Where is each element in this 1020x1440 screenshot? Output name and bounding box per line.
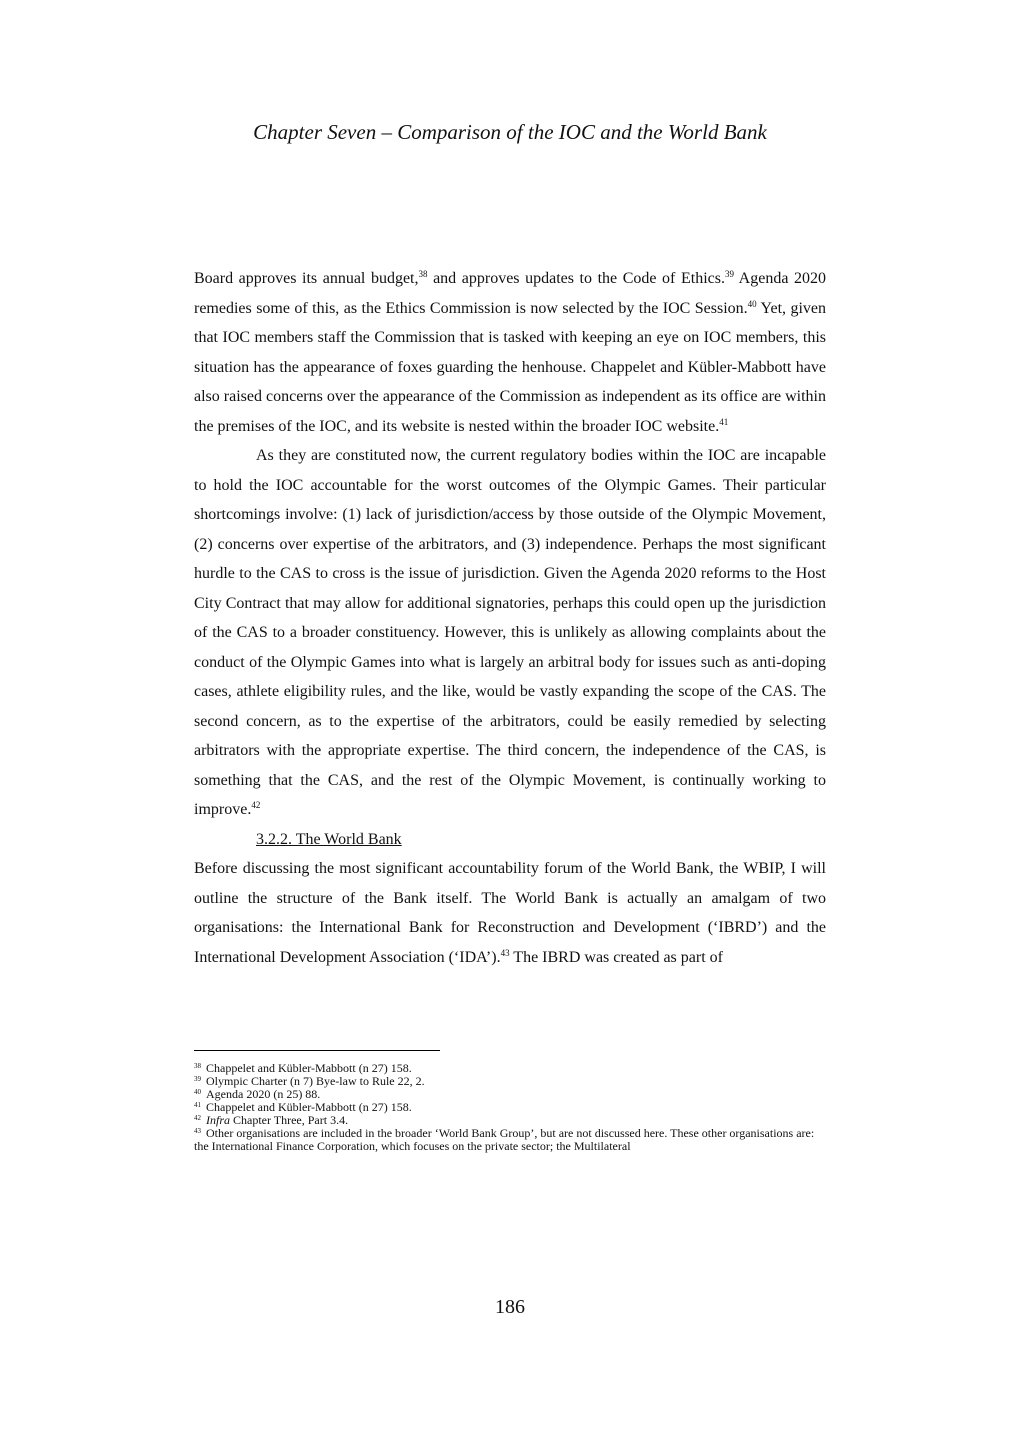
- page-number: 186: [495, 1296, 525, 1318]
- footnote-ref-41[interactable]: 41: [719, 416, 729, 427]
- footnote-separator: [194, 1050, 440, 1051]
- paragraph-3: Before discussing the most significant accountability forum of the World Bank, the WBIP, I will outline the structure of the Bank itself. The World Bank is actually an amalgam of two organisations: the International Bank for Reconstruction and Development (‘IBRD’) and the International Development Association (‘IDA’).$^{43}$ The IBRD was created as part of: [194, 860, 826, 966]
- footnote-ref-40[interactable]: 40: [747, 298, 757, 309]
- footnote-ref-42[interactable]: 42: [251, 800, 261, 810]
- footnote-ref-43[interactable]: 43: [500, 947, 510, 958]
- footnote-41: $^{41}$ Chappelet and Kübler-Mabbott (n 27) 158.: [194, 1100, 412, 1114]
- paragraph-1: Board approves its annual budget,$^{38}$ and approves updates to the Code of Ethics.$^{39}$ Agenda 2020 remedies some of this, as the Ethics Commission is now selected by the IOC Session.$^{40}$ Yet, given that IOC members staff the Commission that is tasked with keeping an eye on IOC members, this situation has the appearance of foxes guarding the henhouse. Chappelet and Kübler-Mabbott have also raised concerns over the appearance of the Commission as independent as its office are within the premises of the IOC, and its website is nested within the broader IOC website.$^{41}$: [194, 269, 827, 435]
- footnote-38: $^{38}$ Chappelet and Kübler-Mabbott (n 27) 158.: [194, 1061, 412, 1075]
- footnote-42: $^{42}$ Infra Chapter Three, Part 3.4.: [194, 1113, 349, 1127]
- footnote-39: $^{39}$ Olympic Charter (n 7) Bye-law to Rule 22, 2.: [194, 1074, 425, 1088]
- paragraph-2: As they are constituted now, the current regulatory bodies within the IOC are incapable to hold the IOC accountable for the worst outcomes of the Olympic Games. Their particular shortcomings involve: (1) lack of jurisdiction/access by those outside of the Olympic Movement, (2) concerns over expertise of the arbitrators, and (3) independence. Perhaps the most significant hurdle to the CAS to cross is the issue of jurisdiction. Given the Agenda 2020 reforms to the Host City Contract that may allow for additional signatories, perhaps this could open up the jurisdiction of the CAS to a broader constituency. However, this is unlikely as allowing complaints about the conduct of the Olympic Games into what is largely an arbitral body for issues such as anti-doping cases, athlete eligibility rules, and the like, would be vastly expanding the scope of the CAS. The second concern, as to the expertise of the arbitrators, could be easily remedied by selecting arbitrators with the appropriate expertise. The third concern, the independence of the CAS, is something that the CAS, and the rest of the Olympic Movement, is continually working to improve.$^{42}$: [194, 447, 826, 818]
- section-subheading: 3.2.2. The World Bank: [256, 830, 402, 848]
- footnotes: [194, 1062, 826, 1153]
- footnote-ref-39[interactable]: 39: [724, 269, 734, 279]
- footnote-40: $^{40}$ Agenda 2020 (n 25) 88.: [194, 1087, 321, 1101]
- body-text: [194, 264, 826, 972]
- footnote-ref-38[interactable]: 38: [418, 269, 428, 279]
- running-header: Chapter Seven – Comparison of the IOC and the World Bank: [253, 120, 767, 144]
- footnote-43: $^{43}$ Other organisations are included in the broader ‘World Bank Group’, but are not discussed here. These other organisations are: the International Finance Corporation, which focuses on the private sector; the Multilateral: [194, 1126, 815, 1153]
